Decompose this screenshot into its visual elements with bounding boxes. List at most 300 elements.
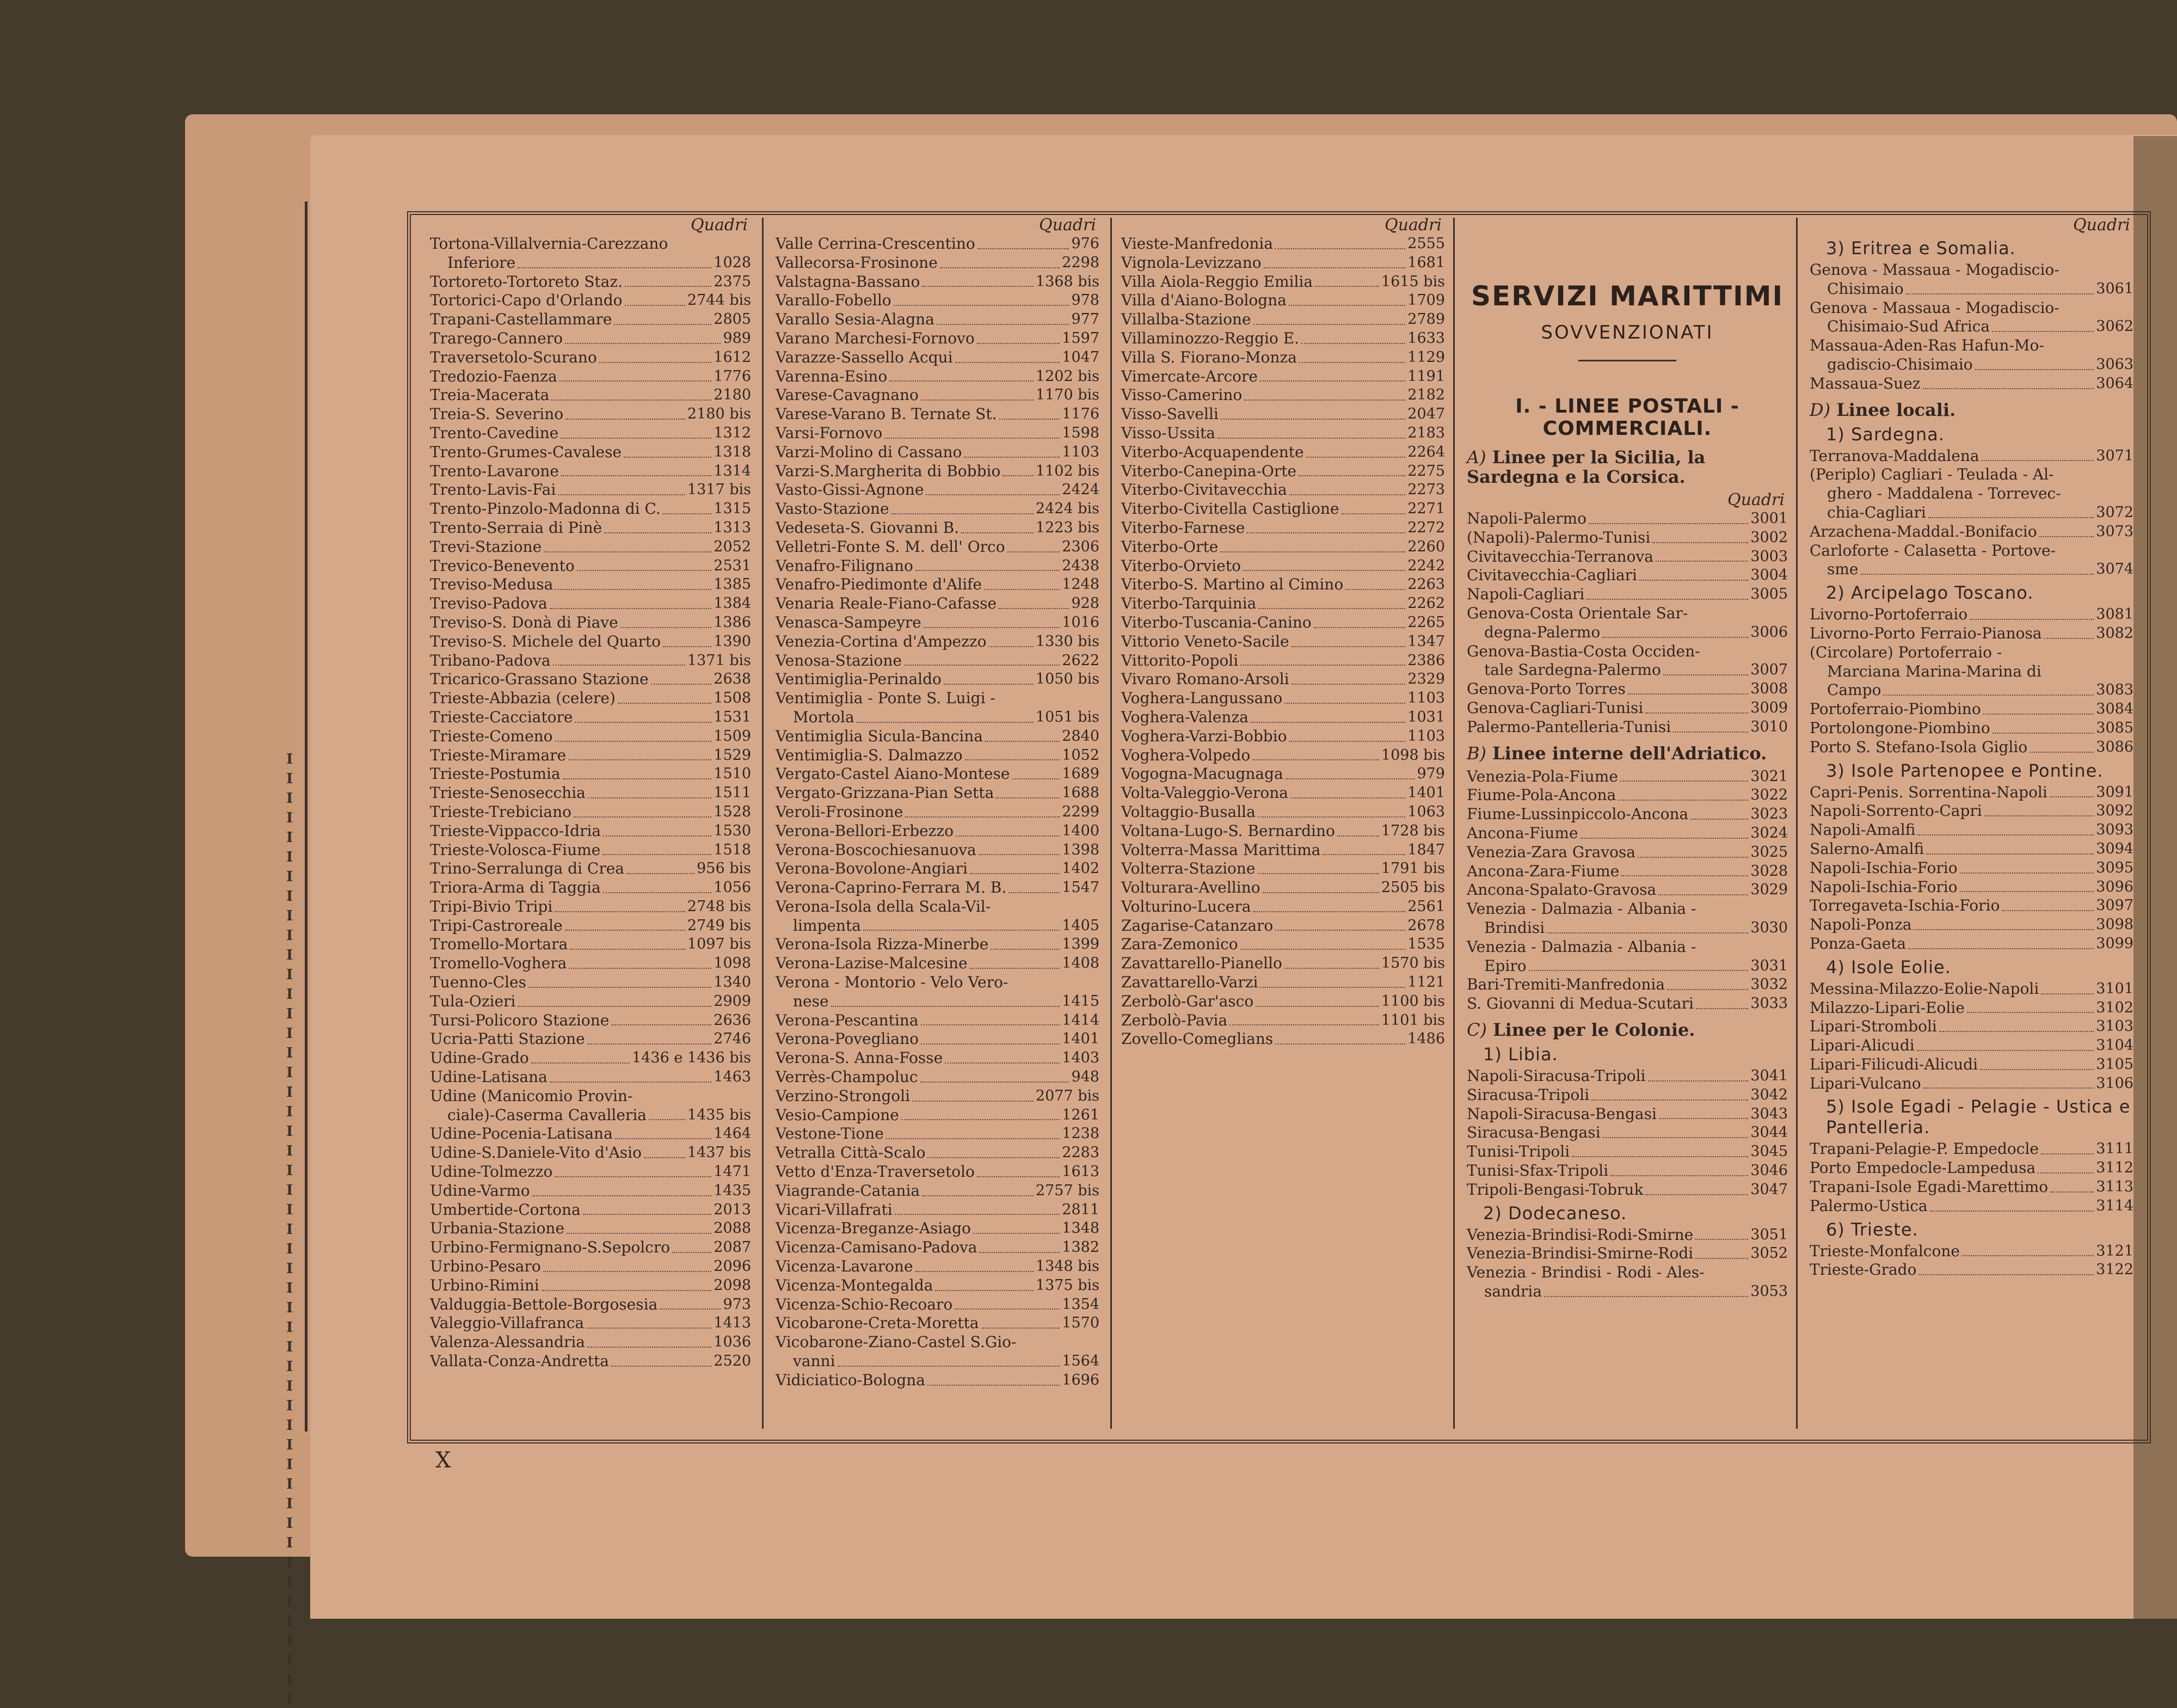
index-entry xyxy=(776,1295,1099,1314)
dot-leader xyxy=(2041,1153,2094,1154)
entry-code: 2052 xyxy=(714,538,751,555)
entry-code: 1052 xyxy=(1062,746,1099,764)
index-entry xyxy=(776,310,1099,329)
dot-leader xyxy=(977,1176,1060,1177)
entry-code: 3073 xyxy=(2096,523,2133,540)
index-entry xyxy=(1121,443,1445,462)
index-entry xyxy=(1121,348,1445,367)
fragment-glyph: I xyxy=(286,1633,293,1649)
index-entry xyxy=(1810,738,2133,757)
entry-name: Viterbo-Canepina-Orte xyxy=(1121,462,1297,480)
index-entry xyxy=(1810,935,2133,954)
dot-leader xyxy=(1275,930,1405,931)
dot-leader xyxy=(2041,993,2094,994)
entry-code: 3062 xyxy=(2096,318,2133,335)
fragment-glyph: I xyxy=(286,1359,293,1375)
index-entry xyxy=(430,538,751,557)
entry-code: 1511 xyxy=(714,784,751,802)
entry-name: Vignola-Levizzano xyxy=(1121,253,1262,272)
entry-name: Vetralla Città-Scalo xyxy=(776,1144,926,1162)
entry-code: 3003 xyxy=(1750,548,1788,565)
entry-name: Venezia-Pola-Fiume xyxy=(1467,767,1618,785)
index-entry xyxy=(776,1068,1099,1087)
entry-name: Vicobarone-Creta-Moretta xyxy=(776,1314,979,1332)
entry-code: 2306 xyxy=(1062,538,1099,555)
entry-code: 1401 xyxy=(1407,784,1445,802)
dot-leader xyxy=(1253,324,1406,325)
index-entry xyxy=(1467,661,1788,680)
entry-name: Udine-S.Daniele-Vito d'Asio xyxy=(430,1144,642,1162)
dot-leader xyxy=(587,1043,712,1045)
fragment-glyph: I xyxy=(286,751,293,767)
index-entry xyxy=(430,898,751,917)
dot-leader xyxy=(1306,457,1406,458)
dot-leader xyxy=(1983,714,2094,715)
entry-name: Vicenza-Lavarone xyxy=(776,1257,913,1276)
entry-code: 1531 xyxy=(714,708,751,726)
entry-code: 2375 xyxy=(714,273,751,290)
entry-code: 3102 xyxy=(2096,999,2133,1016)
index-entry xyxy=(776,613,1099,632)
index-entry xyxy=(776,329,1099,348)
dot-leader xyxy=(894,305,1069,306)
entry-code: 3002 xyxy=(1750,529,1788,546)
index-entry xyxy=(1467,718,1788,737)
entry-code: 2180 bis xyxy=(687,406,751,423)
entry-name: Milazzo-Lipari-Eolie xyxy=(1810,998,1965,1017)
entry-name: Vallecorsa-Frosinone xyxy=(776,253,938,272)
index-entry xyxy=(776,954,1099,973)
index-entry xyxy=(1467,1105,1788,1124)
entry-name: (Napoli)-Palermo-Tunisi xyxy=(1467,528,1651,546)
maritime-column xyxy=(1467,216,1788,1301)
dot-leader xyxy=(1962,1255,2094,1256)
index-entry xyxy=(776,689,1099,708)
entry-name: Triora-Arma di Taggia xyxy=(430,878,601,897)
index-entry xyxy=(430,1030,751,1049)
dot-leader xyxy=(2038,1172,2094,1174)
index-entry xyxy=(1810,681,2133,700)
dot-leader xyxy=(1695,1239,1748,1240)
entry-name: Messina-Milazzo-Eolie-Napoli xyxy=(1810,979,2039,998)
dot-leader xyxy=(999,419,1060,420)
dot-leader xyxy=(1602,637,1748,638)
dot-leader xyxy=(555,741,712,742)
entry-name: Verona-Isola Rizza-Minerbe xyxy=(776,935,989,954)
index-entry xyxy=(1121,708,1445,727)
entry-name: Villa d'Aiano-Bologna xyxy=(1121,291,1287,310)
index-entry xyxy=(1121,557,1445,576)
entry-name: Trieste-Senosecchia xyxy=(430,784,586,802)
dot-leader xyxy=(1992,331,2094,332)
entry-code: 1709 xyxy=(1407,292,1445,309)
index-entry xyxy=(776,1333,1099,1352)
index-entry xyxy=(1121,670,1445,689)
entry-code: 1050 bis xyxy=(1035,671,1099,688)
entry-name: Tricarico-Grassano Stazione xyxy=(430,670,649,689)
index-entry xyxy=(1121,935,1445,954)
dot-leader xyxy=(614,324,711,325)
fragment-glyph: I xyxy=(286,771,293,787)
fragment-glyph: I xyxy=(286,1045,293,1061)
entry-name: Villa Aiola-Reggio Emilia xyxy=(1121,272,1313,291)
entry-code: 3061 xyxy=(2096,280,2133,297)
index-entry xyxy=(430,992,751,1011)
entry-code: 3007 xyxy=(1750,661,1788,679)
index-entry xyxy=(1467,767,1788,787)
entry-code: 3045 xyxy=(1750,1143,1788,1160)
dot-leader xyxy=(996,797,1060,798)
dot-leader xyxy=(558,494,685,495)
index-entry xyxy=(1467,1226,1788,1245)
column-header: Quadri xyxy=(691,216,748,235)
dot-leader xyxy=(611,1024,711,1025)
dot-leader xyxy=(1301,343,1405,344)
page-title: SERVIZI MARITTIMI xyxy=(1471,280,1784,312)
entry-name: Viterbo-Tarquinia xyxy=(1121,594,1257,613)
dot-leader xyxy=(1290,797,1405,798)
index-entry xyxy=(1121,481,1445,500)
entry-code: 2505 bis xyxy=(1381,879,1445,896)
entry-code: 3105 xyxy=(2096,1055,2133,1073)
section-heading: A) Linee per la Sicilia, la Sardegna e la Corsica. xyxy=(1467,447,1706,487)
fragment-glyph: I xyxy=(286,790,293,807)
entry-code: 2260 xyxy=(1407,538,1445,555)
entry-list xyxy=(1810,980,2133,1093)
index-entry xyxy=(1121,538,1445,557)
dot-leader xyxy=(604,532,711,533)
index-entry xyxy=(1121,992,1445,1011)
dot-leader xyxy=(940,267,1060,268)
entry-name: Visso-Camerino xyxy=(1121,386,1243,404)
subsection-heading: 3) Isole Partenopee e Pontine. xyxy=(1826,760,2104,781)
entry-code: 3024 xyxy=(1750,824,1788,841)
entry-name: S. Giovanni di Medua-Scutari xyxy=(1467,994,1694,1013)
index-entry xyxy=(776,538,1099,557)
index-entry xyxy=(776,632,1099,652)
entry-code: 1400 xyxy=(1062,822,1099,839)
index-entry xyxy=(776,1106,1099,1125)
entry-name: Fiume-Lussinpiccolo-Ancona xyxy=(1467,805,1689,824)
entry-name: Napoli-Ponza xyxy=(1810,916,1912,934)
entry-code: 1401 xyxy=(1062,1030,1099,1048)
entry-name: Volterra-Massa Marittima xyxy=(1121,840,1321,859)
page-number: X xyxy=(435,1448,451,1473)
entry-code: 2805 xyxy=(714,311,751,328)
index-entry xyxy=(430,1144,751,1163)
dot-leader xyxy=(1918,1274,2094,1275)
dot-leader xyxy=(651,684,712,685)
index-entry xyxy=(430,1106,751,1125)
entry-name: Udine (Manicomio Provin- xyxy=(430,1086,633,1105)
entry-name: Lipari-Filicudi-Alicudi xyxy=(1810,1055,1978,1073)
index-entry xyxy=(776,746,1099,765)
entry-name: Trento-Lavarone xyxy=(430,462,559,480)
subsection-heading: 3) Eritrea e Somalia. xyxy=(1826,238,2016,259)
entry-code: 3004 xyxy=(1750,567,1788,584)
entry-name: ghero - Maddalena - Torrevec- xyxy=(1827,484,2061,503)
dot-leader xyxy=(979,854,1060,855)
dot-leader xyxy=(1861,574,2094,575)
entry-name: Civitavecchia-Terranova xyxy=(1467,547,1653,566)
index-entry xyxy=(430,310,751,329)
index-entry xyxy=(430,1201,751,1220)
dot-leader xyxy=(1696,1008,1748,1009)
entry-code: 3084 xyxy=(2096,701,2133,718)
dot-leader xyxy=(955,362,1060,363)
entry-code: 1613 xyxy=(1062,1163,1099,1181)
dot-leader xyxy=(1547,932,1748,933)
index-entry xyxy=(1121,235,1445,254)
index-entry xyxy=(776,841,1099,860)
dot-leader xyxy=(1586,599,1748,600)
entry-code: 1063 xyxy=(1407,803,1445,820)
dot-leader xyxy=(857,722,1034,723)
dot-leader xyxy=(555,589,711,590)
dot-leader xyxy=(927,1385,1060,1386)
entry-name: Civitavecchia-Cagliari xyxy=(1467,566,1637,585)
entry-name: Tula-Ozieri xyxy=(430,992,516,1010)
entry-name: Verona-Lazise-Malcesine xyxy=(776,954,968,973)
entry-name: Treia-S. Severino xyxy=(430,405,564,423)
entry-code: 1728 bis xyxy=(1381,822,1445,839)
index-entry xyxy=(776,727,1099,746)
fragment-glyph: I xyxy=(286,1025,293,1042)
index-entry xyxy=(776,1276,1099,1295)
fragment-glyph: I xyxy=(286,908,293,924)
index-entry xyxy=(776,1011,1099,1030)
index-entry xyxy=(1121,878,1445,898)
index-entry xyxy=(430,1049,751,1068)
index-entry xyxy=(776,557,1099,576)
index-entry xyxy=(430,973,751,992)
entry-code: 3097 xyxy=(2096,897,2133,914)
entry-code: 979 xyxy=(1417,765,1445,783)
index-entry xyxy=(430,1295,751,1314)
dot-leader xyxy=(922,286,1034,287)
dot-leader xyxy=(2030,752,2094,753)
entry-code: 1317 bis xyxy=(687,481,751,499)
index-entry xyxy=(1467,623,1788,642)
dot-leader xyxy=(588,797,711,798)
index-entry xyxy=(1121,784,1445,803)
dot-leader xyxy=(920,1082,1069,1083)
dot-leader xyxy=(602,854,711,855)
entry-name: Venezia - Brindisi - Rodi - Ales- xyxy=(1467,1263,1705,1282)
entry-code: 1340 xyxy=(714,974,751,991)
entry-code: 1564 xyxy=(1062,1353,1099,1370)
index-entry xyxy=(776,443,1099,462)
entry-code: 1791 bis xyxy=(1381,860,1445,877)
index-entry xyxy=(430,500,751,519)
index-entry xyxy=(430,254,751,273)
column-header: Quadri xyxy=(1039,216,1096,235)
index-entry xyxy=(1467,548,1788,567)
index-entry xyxy=(1467,585,1788,604)
index-entry xyxy=(1810,1261,2133,1280)
index-entry xyxy=(1810,878,2133,897)
entry-code: 1382 xyxy=(1062,1239,1099,1256)
entry-name: Ventimiglia-Perinaldo xyxy=(776,670,942,689)
fragment-glyph: I xyxy=(286,947,293,963)
index-entry xyxy=(776,348,1099,367)
entry-name: Viterbo-Tuscania-Canino xyxy=(1121,613,1312,631)
index-entry xyxy=(1810,980,2133,999)
entry-name: Tromello-Mortara xyxy=(430,935,568,954)
dot-leader xyxy=(570,949,685,950)
section-heading: B) Linee interne dell'Adriatico. xyxy=(1467,742,1767,764)
dot-leader xyxy=(1923,388,2094,389)
entry-code: 2789 xyxy=(1407,311,1445,328)
fragment-glyph: I xyxy=(286,1221,293,1238)
fragment-glyph: I xyxy=(286,1300,293,1316)
dot-leader xyxy=(1928,517,2094,518)
entry-list xyxy=(1467,1226,1788,1301)
section-heading: C) Linee per le Colonie. xyxy=(1467,1019,1695,1040)
dot-leader xyxy=(1917,1050,2094,1051)
fragment-glyph: I xyxy=(286,1006,293,1022)
entry-name: Vittorio Veneto-Sacile xyxy=(1121,632,1289,650)
index-entry xyxy=(1121,898,1445,917)
entry-code: 2520 xyxy=(714,1353,751,1370)
entry-name: Viterbo-Orvieto xyxy=(1121,556,1241,575)
fragment-glyph: I xyxy=(286,1319,293,1336)
dot-leader xyxy=(1939,1031,2094,1032)
entry-name: Lipari-Alicudi xyxy=(1810,1036,1915,1055)
entry-code: 1348 xyxy=(1062,1220,1099,1237)
entry-code: 1435 xyxy=(714,1182,751,1199)
entry-name: Treviso-S. Donà di Piave xyxy=(430,613,618,631)
entry-code: 1176 xyxy=(1062,406,1099,423)
dot-leader xyxy=(599,362,712,363)
dot-leader xyxy=(574,816,711,818)
entry-name: Verona-Boscochiesanuova xyxy=(776,840,976,859)
entry-name: Trapani-Castellammare xyxy=(430,310,612,329)
index-entry xyxy=(430,348,751,367)
entry-name: Voltaggio-Busalla xyxy=(1121,802,1256,821)
entry-name: (Periplo) Cagliari - Teulada - Al- xyxy=(1810,465,2054,484)
entry-code: 1402 xyxy=(1062,860,1099,877)
entry-code: 1312 xyxy=(714,424,751,441)
index-entry xyxy=(430,632,751,652)
entry-name: Tripi-Castroreale xyxy=(430,916,563,935)
dot-leader xyxy=(1967,1012,2094,1013)
dot-leader xyxy=(2050,1191,2094,1193)
fragment-glyph: I xyxy=(286,1123,293,1140)
entry-code: 2183 xyxy=(1407,424,1445,441)
index-entry xyxy=(430,462,751,481)
index-entry xyxy=(1121,841,1445,860)
entry-code: 1028 xyxy=(714,254,751,271)
entry-code: 3001 xyxy=(1750,510,1788,527)
entry-name: Vetto d'Enza-Traversetolo xyxy=(776,1163,975,1181)
fragment-glyph: I xyxy=(286,967,293,983)
entry-code: 1847 xyxy=(1407,841,1445,858)
dot-leader xyxy=(889,380,1034,382)
dot-leader xyxy=(863,930,1060,931)
index-entry xyxy=(776,1201,1099,1220)
dot-leader xyxy=(528,987,711,988)
entry-name: Arzachena-Maddal.-Bonifacio xyxy=(1810,522,2037,540)
dot-leader xyxy=(620,627,712,628)
index-entry xyxy=(1810,1055,2133,1074)
entry-name: Ancona-Spalato-Gravosa xyxy=(1467,881,1657,899)
dot-leader xyxy=(1621,875,1748,876)
index-entry xyxy=(430,443,751,462)
entry-name: Varzi-S.Margherita di Bobbio xyxy=(776,462,1001,480)
dot-leader xyxy=(1217,438,1405,439)
entry-name: Valeggio-Villafranca xyxy=(430,1314,585,1332)
index-entry xyxy=(776,575,1099,594)
entry-name: Lipari-Stromboli xyxy=(1810,1017,1937,1036)
dot-leader xyxy=(1263,892,1379,893)
entry-code: 3064 xyxy=(2096,374,2133,392)
entry-code: 3071 xyxy=(2096,447,2133,464)
dot-leader xyxy=(915,1271,1034,1272)
index-entry xyxy=(1810,317,2133,336)
entry-name: Varzi-Molino di Cassano xyxy=(776,443,962,461)
fragment-glyph: I xyxy=(286,1280,293,1297)
entry-code: 3101 xyxy=(2096,980,2133,997)
index-entry xyxy=(1467,975,1788,994)
entry-name: Verrès-Champoluc xyxy=(776,1068,918,1086)
index-entry xyxy=(776,935,1099,954)
entry-code: 1776 xyxy=(714,367,751,385)
entry-code: 1098 xyxy=(714,955,751,972)
fragment-glyph: I xyxy=(286,1398,293,1414)
dot-leader xyxy=(1284,968,1379,969)
dot-leader xyxy=(1906,293,2094,294)
entry-code: 1518 xyxy=(714,841,751,858)
dot-leader xyxy=(915,570,1060,571)
entry-name: Volta-Valeggio-Verona xyxy=(1121,784,1288,802)
entry-code: 3009 xyxy=(1750,699,1788,716)
entry-name: Volturino-Lucera xyxy=(1121,897,1251,916)
dot-leader xyxy=(544,551,711,552)
fragment-glyph: I xyxy=(286,1672,293,1688)
dot-leader xyxy=(1260,987,1405,988)
entry-code: 3091 xyxy=(2096,783,2133,801)
entry-code: 2098 xyxy=(714,1276,751,1294)
entry-name: Zerbolò-Pavia xyxy=(1121,1011,1228,1029)
dot-leader xyxy=(970,968,1060,969)
fragment-glyph: I xyxy=(286,1692,293,1708)
entry-name: Trapani-Isole Egadi-Marettimo xyxy=(1810,1178,2049,1196)
dot-leader xyxy=(988,646,1033,647)
entry-code: 1330 bis xyxy=(1035,632,1099,650)
dot-leader xyxy=(559,380,712,382)
index-entry xyxy=(1467,699,1788,718)
index-entry xyxy=(776,424,1099,443)
entry-name: Varsi-Fornovo xyxy=(776,423,883,442)
dot-leader xyxy=(626,873,694,874)
dot-leader xyxy=(937,324,1069,325)
dot-leader xyxy=(1314,627,1406,628)
index-entry xyxy=(430,273,751,292)
index-entry xyxy=(776,235,1099,254)
dot-leader xyxy=(1984,815,2094,816)
entry-code: 3083 xyxy=(2096,681,2133,699)
entry-code: 1202 bis xyxy=(1035,367,1099,385)
entry-code: 1315 xyxy=(714,500,751,518)
index-entry xyxy=(430,1352,751,1371)
entry-name: chia-Cagliari xyxy=(1827,503,1926,521)
entry-code: 3093 xyxy=(2096,821,2133,839)
dot-leader xyxy=(1003,475,1034,476)
entry-name: Venezia-Brindisi-Smirne-Rodi xyxy=(1467,1244,1694,1263)
entry-code: 3113 xyxy=(2096,1178,2133,1196)
dot-leader xyxy=(1529,970,1749,971)
